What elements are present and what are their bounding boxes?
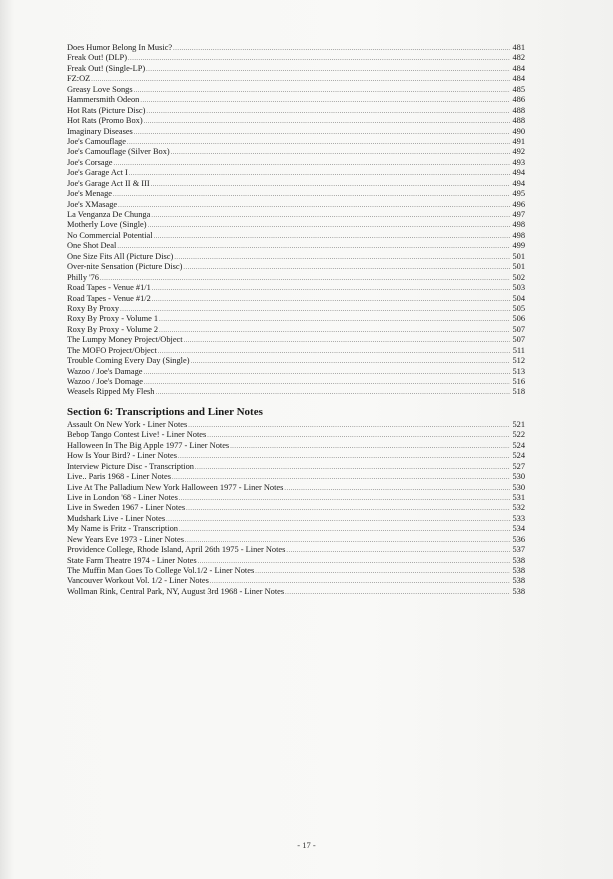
toc-entry xyxy=(67,179,525,189)
toc-entry xyxy=(67,85,525,95)
dot-leader xyxy=(146,65,510,75)
toc-entry xyxy=(67,472,525,482)
toc-entry xyxy=(67,325,525,335)
toc-entry-page: 501 xyxy=(512,262,525,272)
toc-entry xyxy=(67,273,525,283)
toc-entry xyxy=(67,220,525,230)
toc-entry-title: Greasy Love Songs xyxy=(67,84,133,94)
toc-entry-title: State Farm Theatre 1974 - Liner Notes xyxy=(67,555,197,565)
toc-entry-page: 524 xyxy=(512,440,525,450)
toc-entry xyxy=(67,524,525,534)
toc-entry-title: Joe's Camouflage (Silver Box) xyxy=(67,147,170,157)
toc-entry-page: 512 xyxy=(512,356,525,366)
toc-entry-page: 505 xyxy=(512,303,525,313)
dot-leader xyxy=(179,525,510,535)
toc-entry-page: 490 xyxy=(512,126,525,136)
toc-entry-page: 488 xyxy=(512,105,525,115)
toc-entry-page: 498 xyxy=(512,230,525,240)
toc-entry-title: Live in London '68 - Liner Notes xyxy=(67,492,178,502)
toc-entry-title: Hammersmith Odeon xyxy=(67,95,140,105)
toc-entry xyxy=(67,387,525,397)
toc-entry-title: One Shot Deal xyxy=(67,241,117,251)
toc-entry-page: 511 xyxy=(512,345,525,355)
dot-leader xyxy=(127,138,510,148)
dot-leader xyxy=(151,211,510,221)
toc-entry xyxy=(67,127,525,137)
toc-entry-page: 482 xyxy=(512,53,525,63)
dot-leader xyxy=(129,169,510,179)
toc-entry-page: 492 xyxy=(512,147,525,157)
toc-entry xyxy=(67,168,525,178)
section6-heading: Section 6: Transcriptions and Liner Notes xyxy=(67,405,263,418)
toc-entry-title: Live.. Paris 1968 - Liner Notes xyxy=(67,472,171,482)
toc-entry xyxy=(67,356,525,366)
toc-entry-page: 486 xyxy=(512,95,525,105)
toc-entry-page: 496 xyxy=(512,199,525,209)
toc-entry xyxy=(67,304,525,314)
toc-entry-page: 507 xyxy=(512,324,525,334)
toc-entry xyxy=(67,189,525,199)
toc-entry-page: 532 xyxy=(512,503,525,513)
toc-entry-title: How Is Your Bird? - Liner Notes xyxy=(67,451,178,461)
toc-entry xyxy=(67,210,525,220)
dot-leader xyxy=(184,336,510,346)
toc-entry-page: 522 xyxy=(512,430,525,440)
toc-entry xyxy=(67,503,525,513)
toc-entry xyxy=(67,377,525,387)
toc-entry-page: 493 xyxy=(512,157,525,167)
dot-leader xyxy=(151,180,510,190)
toc-entry-title: Freak Out! (Single-LP) xyxy=(67,63,146,73)
toc-entry-title: Mudshark Live - Liner Notes xyxy=(67,513,166,523)
toc-entry-page: 484 xyxy=(512,74,525,84)
dot-leader xyxy=(230,442,510,452)
toc-entry-title: Hot Rats (Promo Box) xyxy=(67,116,143,126)
dot-leader xyxy=(159,315,510,325)
toc-entry-title: Joe's Menage xyxy=(67,189,112,199)
toc-entry-title: Joe's Corsage xyxy=(67,157,113,167)
toc-entry xyxy=(67,441,525,451)
toc-entry-title: One Size Fits All (Picture Disc) xyxy=(67,251,174,261)
toc-entry xyxy=(67,294,525,304)
toc-entry-title: The Muffin Man Goes To College Vol.1/2 - Liner Notes xyxy=(67,566,255,575)
toc-entry xyxy=(67,430,525,440)
toc-entry-title: Wazoo / Joe's Damage xyxy=(67,366,143,376)
toc-entry-page: 521 xyxy=(512,419,525,429)
toc-entry-page: 513 xyxy=(512,366,525,376)
toc-entry-title: Joe's Garage Act II & III xyxy=(67,178,150,188)
toc-entry-page: 538 xyxy=(512,586,525,596)
toc-entry-title: Roxy By Proxy - Volume 2 xyxy=(67,324,159,334)
table-of-contents xyxy=(67,43,525,597)
toc-entry-page: 506 xyxy=(512,314,525,324)
dot-leader xyxy=(188,421,510,431)
toc-entry xyxy=(67,262,525,272)
toc-entry-page: 502 xyxy=(512,272,525,282)
toc-entry-title: My Name is Fritz - Transcription xyxy=(67,524,178,534)
toc-entry-page: 501 xyxy=(512,251,525,261)
toc-entry-page: 538 xyxy=(512,566,525,575)
toc-entry-title: Freak Out! (DLP) xyxy=(67,53,128,63)
toc-entry-page: 507 xyxy=(512,335,525,345)
toc-entry-page: 488 xyxy=(512,116,525,126)
toc-entry-page: 497 xyxy=(512,210,525,219)
dot-leader xyxy=(173,44,510,54)
toc-entry xyxy=(67,545,525,555)
dot-leader xyxy=(143,368,510,378)
dot-leader xyxy=(285,588,510,598)
toc-entry xyxy=(67,493,525,503)
dot-leader xyxy=(174,253,510,263)
toc-entry xyxy=(67,95,525,105)
dot-leader xyxy=(158,347,510,357)
toc-entry-title: Joe's XMasage xyxy=(67,199,118,209)
toc-entry xyxy=(67,200,525,210)
dot-leader xyxy=(118,201,510,211)
toc-entry-title: Does Humor Belong In Music? xyxy=(67,43,173,52)
toc-entry-page: 536 xyxy=(512,534,525,544)
toc-entry-title: Halloween In The Big Apple 1977 - Liner Notes xyxy=(67,440,230,450)
toc-entry-page: 499 xyxy=(512,241,525,251)
toc-entry xyxy=(67,576,525,586)
toc-entry-page: 538 xyxy=(512,555,525,565)
toc-entry xyxy=(67,556,525,566)
toc-entry-title: Trouble Coming Every Day (Single) xyxy=(67,356,190,366)
toc-entry-title: Philly '76 xyxy=(67,272,99,282)
toc-entry-page: 533 xyxy=(512,513,525,523)
toc-entry-page: 494 xyxy=(512,178,525,188)
toc-entry-title: Road Tapes - Venue #1/1 xyxy=(67,283,151,293)
toc-entry-title: New Years Eve 1973 - Liner Notes xyxy=(67,534,184,544)
dot-leader xyxy=(152,284,510,294)
toc-entry-title: Assault On New York - Liner Notes xyxy=(67,419,188,429)
toc-entry xyxy=(67,420,525,430)
dot-leader xyxy=(152,295,510,305)
toc-entry-page: 491 xyxy=(512,136,525,146)
toc-entry-title: Roxy By Proxy - Volume 1 xyxy=(67,314,159,324)
dot-leader xyxy=(255,567,510,577)
dot-leader xyxy=(117,242,510,252)
toc-entry xyxy=(67,346,525,356)
toc-entry xyxy=(67,241,525,251)
toc-entry-page: 481 xyxy=(512,43,525,52)
toc-entry-page: 498 xyxy=(512,220,525,230)
toc-entry-title: Hot Rats (Picture Disc) xyxy=(67,105,146,115)
dot-leader xyxy=(166,515,510,525)
dot-leader xyxy=(154,232,510,242)
toc-entry xyxy=(67,451,525,461)
toc-entry xyxy=(67,367,525,377)
dot-leader xyxy=(178,452,510,462)
toc-entry-title: Road Tapes - Venue #1/2 xyxy=(67,293,151,303)
dot-leader xyxy=(144,117,510,127)
toc-entry-title: No Commercial Potential xyxy=(67,230,153,240)
toc-entry-title: Joe's Garage Act I xyxy=(67,168,128,178)
section5-entry-list xyxy=(67,43,525,398)
toc-entry-page: 531 xyxy=(512,492,525,502)
toc-entry xyxy=(67,53,525,63)
toc-entry-title: Joe's Camouflage xyxy=(67,136,126,146)
dot-leader xyxy=(120,305,510,315)
dot-leader xyxy=(134,86,510,96)
toc-entry-title: FZ:OZ xyxy=(67,74,91,84)
toc-entry-title: Imaginary Diseases xyxy=(67,126,133,136)
dot-leader xyxy=(156,388,511,398)
toc-entry xyxy=(67,137,525,147)
toc-entry xyxy=(67,514,525,524)
dot-leader xyxy=(144,378,510,388)
toc-entry-title: Wazoo / Joe's Domage xyxy=(67,377,143,386)
toc-entry xyxy=(67,283,525,293)
dot-leader xyxy=(179,494,510,504)
toc-entry xyxy=(67,566,525,576)
toc-entry-title: Motherly Love (Single) xyxy=(67,220,147,230)
toc-entry xyxy=(67,231,525,241)
toc-entry-title: The MOFO Project/Object xyxy=(67,345,157,355)
dot-leader xyxy=(171,148,510,158)
toc-entry-title: Wollman Rink, Central Park, NY, August 3rd 1968 - Liner Notes xyxy=(67,586,285,596)
toc-entry xyxy=(67,535,525,545)
toc-entry xyxy=(67,158,525,168)
toc-entry xyxy=(67,43,525,53)
toc-entry-page: 527 xyxy=(512,461,525,471)
toc-entry-title: Bebop Tango Contest Live! - Liner Notes xyxy=(67,430,207,440)
toc-entry-title: Providence College, Rhode Island, April 26th 1975 - Liner Notes xyxy=(67,545,286,555)
toc-entry xyxy=(67,587,525,597)
dot-leader xyxy=(186,504,510,514)
dot-leader xyxy=(91,75,510,85)
toc-entry-page: 524 xyxy=(512,451,525,461)
dot-leader xyxy=(286,546,510,556)
toc-entry xyxy=(67,483,525,493)
toc-entry-title: Roxy By Proxy xyxy=(67,303,120,313)
toc-entry-page: 537 xyxy=(512,545,525,555)
dot-leader xyxy=(207,431,510,441)
toc-entry-title: The Lumpy Money Project/Object xyxy=(67,335,183,345)
dot-leader xyxy=(134,128,510,138)
toc-entry xyxy=(67,335,525,345)
toc-entry-title: Live At The Palladium New York Halloween 1977 - Liner Notes xyxy=(67,482,284,492)
toc-entry-page: 530 xyxy=(512,482,525,492)
dot-leader xyxy=(140,96,510,106)
toc-entry-title: La Venganza De Chunga xyxy=(67,210,151,219)
toc-entry-title: Over-nite Sensation (Picture Disc) xyxy=(67,262,183,272)
toc-entry-page: 504 xyxy=(512,293,525,303)
dot-leader xyxy=(146,107,510,117)
toc-entry xyxy=(67,147,525,157)
toc-entry-title: Live in Sweden 1967 - Liner Notes xyxy=(67,503,186,513)
toc-entry xyxy=(67,252,525,262)
toc-entry-page: 516 xyxy=(512,377,525,386)
toc-entry xyxy=(67,116,525,126)
dot-leader xyxy=(191,357,510,367)
dot-leader xyxy=(284,484,510,494)
dot-leader xyxy=(148,221,510,231)
toc-entry-page: 495 xyxy=(512,189,525,199)
dot-leader xyxy=(100,274,510,284)
toc-entry-title: Vancouver Workout Vol. 1/2 - Liner Notes xyxy=(67,576,209,586)
toc-entry-page: 518 xyxy=(512,387,525,397)
toc-entry xyxy=(67,106,525,116)
toc-entry-page: 485 xyxy=(512,84,525,94)
toc-entry-page: 538 xyxy=(512,576,525,586)
toc-entry-title: Weasels Ripped My Flesh xyxy=(67,387,155,397)
toc-entry-page: 530 xyxy=(512,472,525,482)
dot-leader xyxy=(183,263,510,273)
toc-entry-page: 534 xyxy=(512,524,525,534)
toc-entry xyxy=(67,74,525,84)
toc-entry-page: 484 xyxy=(512,63,525,73)
dot-leader xyxy=(113,190,510,200)
toc-entry xyxy=(67,314,525,324)
toc-entry xyxy=(67,64,525,74)
section6-entry-list xyxy=(67,420,525,597)
dot-leader xyxy=(113,159,510,169)
dot-leader xyxy=(159,326,510,336)
toc-entry-title: Interview Picture Disc - Transcription xyxy=(67,461,194,471)
dot-leader xyxy=(195,463,510,473)
page-number: - 17 - xyxy=(297,840,316,850)
toc-entry-page: 503 xyxy=(512,283,525,293)
toc-entry-page: 494 xyxy=(512,168,525,178)
toc-entry xyxy=(67,462,525,472)
dot-leader xyxy=(128,54,510,64)
